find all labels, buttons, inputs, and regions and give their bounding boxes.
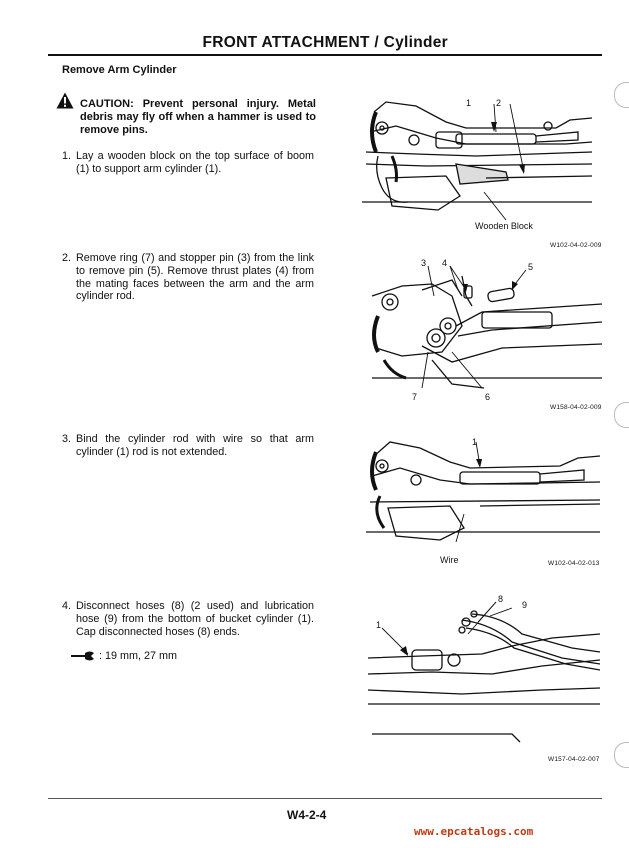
figure-1-label-2: 2 [496,98,502,108]
step-number: 1. [62,150,72,162]
section-title: Remove Arm Cylinder [62,64,177,76]
punch-hole [614,82,629,108]
figure-2-illustration [362,256,602,406]
figure-1-label-1: 1 [466,98,472,108]
step-text: Remove ring (7) and stopper pin (3) from the link to remove pin (5). Remove thrust plates (4) from the mating faces between the arm and the arm cylinder rod. [76,252,314,303]
step-number: 2. [62,252,72,264]
figure-2-label-3: 3 [421,258,427,268]
caution-text: CAUTION: Prevent personal injury. Metal debris may fly off when a hammer is used to remove pins. [80,98,316,136]
page-header-title: FRONT ATTACHMENT / Cylinder [202,34,448,51]
step-2 [62,252,314,303]
site-watermark[interactable]: www.epcatalogs.com [414,825,534,838]
step-1 [62,150,314,176]
figure-2-label-4: 4 [442,258,448,268]
footer-rule [48,798,602,799]
punch-hole [614,742,629,768]
figure-2-label-5: 5 [528,262,534,272]
figure-4-label-9: 9 [522,600,528,610]
wrench-size-text: : 19 mm, 27 mm [99,650,177,662]
figure-1-code: W102-04-02-009 [550,242,602,249]
punch-hole [614,402,629,428]
figure-4-label-1: 1 [376,620,382,630]
figure-1-caption: Wooden Block [475,221,533,231]
figure-3-code: W102-04-02-013 [548,560,600,567]
header-rule [48,54,602,56]
step-text: Disconnect hoses (8) (2 used) and lubrication hose (9) from the bottom of bucket cylinder (1). Cap disconnected hoses (8) ends. [76,600,314,638]
figure-3-label-1: 1 [472,437,478,447]
figure-4-label-8: 8 [498,594,504,604]
figure-3-illustration [360,432,602,552]
warning-triangle-icon [56,92,74,109]
figure-2-label-7: 7 [412,392,418,402]
step-number: 4. [62,600,72,612]
step-3 [62,433,314,459]
wrench-size-note [70,650,177,662]
step-4 [62,600,314,638]
wrench-icon [70,651,96,661]
step-text: Lay a wooden block on the top surface of boom (1) to support arm cylinder (1). [76,150,314,175]
figure-2-code: W158-04-02-009 [550,404,602,411]
page-number: W4-2-4 [287,808,327,822]
figure-4-code: W157-04-02-007 [548,756,600,763]
step-number: 3. [62,433,72,445]
step-text: Bind the cylinder rod with wire so that arm cylinder (1) rod is not extended. [76,433,314,458]
figure-4-illustration [362,594,602,754]
figure-2-label-6: 6 [485,392,491,402]
figure-3-caption: Wire [440,555,459,565]
